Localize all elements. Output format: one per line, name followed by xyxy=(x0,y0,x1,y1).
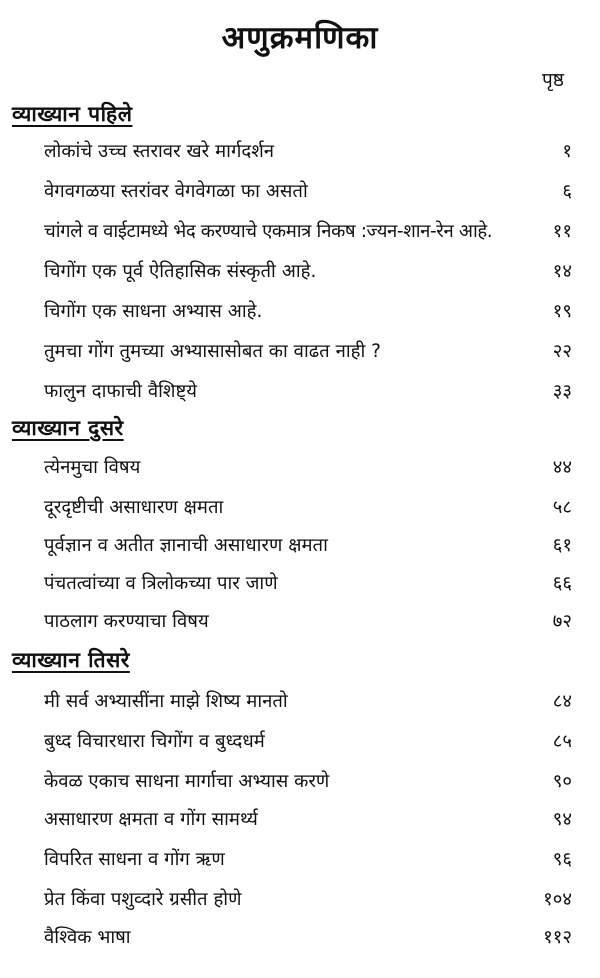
entry-title: फालुन दाफाची वैशिष्ट्ये xyxy=(44,381,198,402)
entry-page-number: ४४ xyxy=(552,457,572,478)
entry-page-number: ९४ xyxy=(552,809,572,830)
entry-page-number: ९० xyxy=(552,771,572,792)
entry-title: असाधारण क्षमता व गोंग सामर्थ्य xyxy=(44,809,258,830)
entry-page-number: १०४ xyxy=(543,889,572,910)
entry-page-number: १४ xyxy=(552,261,572,282)
toc-entry[interactable] xyxy=(44,606,572,638)
entry-title: तुमचा गोंग तुमच्या अभ्यासासोबत का वाढत नाही ? xyxy=(44,341,381,362)
toc-entry[interactable] xyxy=(44,452,572,484)
toc-entry[interactable] xyxy=(44,176,572,208)
toc-entry[interactable] xyxy=(44,530,572,562)
entry-title: केवळ एकाच साधना मार्गाचा अभ्यास करणे xyxy=(44,771,330,792)
toc-entry[interactable] xyxy=(44,726,572,758)
toc-entry[interactable] xyxy=(44,844,572,876)
page-column-label: पृष्ठ xyxy=(542,69,564,91)
entry-title: चिगोंग एक साधना अभ्यास आहे. xyxy=(44,301,263,322)
toc-entry[interactable] xyxy=(44,804,572,836)
section-heading-lecture-1: व्याख्यान पहिले xyxy=(12,102,133,126)
entry-title: लोकांचे उच्च स्तरावर खरे मार्गदर्शन xyxy=(44,141,275,162)
section-heading-lecture-2: व्याख्यान दुसरे xyxy=(12,416,124,440)
entry-title: दूरदृष्टीची असाधारण क्षमता xyxy=(44,497,224,518)
entry-title: चिगोंग एक पूर्व ऐतिहासिक संस्कृती आहे. xyxy=(44,261,317,282)
entry-page-number: ८४ xyxy=(552,691,572,712)
entry-title: बुध्द विचारधारा चिगोंग व बुध्दधर्म xyxy=(44,731,265,752)
entry-page-number: १ xyxy=(562,141,572,162)
entry-title: वेगवगळया स्तरांवर वेगवेगळा फा असतो xyxy=(44,181,308,202)
toc-entry[interactable] xyxy=(44,766,572,798)
section-heading-lecture-3: व्याख्यान तिसरे xyxy=(12,648,130,672)
entry-title: चांगले व वाईटामध्ये भेद करण्याचे एकमात्र निकष :ज्यन-शान-रेन आहे. xyxy=(44,221,493,242)
entry-title: पंचतत्वांच्या व त्रिलोकच्या पार जाणे xyxy=(44,573,278,594)
toc-entry[interactable] xyxy=(44,296,572,328)
entry-title: प्रेत किंवा पशुव्दारे ग्रसीत होणे xyxy=(44,889,242,910)
entry-title: पाठलाग करण्याचा विषय xyxy=(44,611,209,632)
entry-page-number: ११ xyxy=(552,221,572,242)
toc-entry[interactable] xyxy=(44,884,572,916)
toc-entry[interactable] xyxy=(44,336,572,368)
entry-page-number: ९६ xyxy=(552,849,572,870)
entry-page-number: ११२ xyxy=(543,927,572,948)
entry-title: विपरित साधना व गोंग ऋण xyxy=(44,849,225,870)
toc-entry[interactable] xyxy=(44,216,572,248)
toc-entry[interactable] xyxy=(44,922,572,954)
toc-entry[interactable] xyxy=(44,256,572,288)
entry-title: वैश्विक भाषा xyxy=(44,927,131,948)
entry-page-number: ६१ xyxy=(552,535,572,556)
entry-title: पूर्वज्ञान व अतीत ज्ञानाची असाधारण क्षमता xyxy=(44,535,328,556)
entry-page-number: ६६ xyxy=(552,573,572,594)
toc-entry[interactable] xyxy=(44,136,572,168)
entry-page-number: ३३ xyxy=(552,381,572,402)
page-title: अणुक्रमणिका xyxy=(221,20,379,56)
entry-page-number: ८५ xyxy=(552,731,572,752)
entry-page-number: १९ xyxy=(552,301,572,322)
toc-entry[interactable] xyxy=(44,686,572,718)
toc-entry[interactable] xyxy=(44,376,572,408)
entry-page-number: ७२ xyxy=(552,611,572,632)
toc-entry[interactable] xyxy=(44,568,572,600)
entry-title: त्येनमुचा विषय xyxy=(44,457,141,478)
entry-title: मी सर्व अभ्यासींना माझे शिष्य मानतो xyxy=(44,691,288,712)
entry-page-number: २२ xyxy=(552,341,572,362)
entry-page-number: ६ xyxy=(562,181,572,202)
toc-entry[interactable] xyxy=(44,492,572,524)
entry-page-number: ५८ xyxy=(552,497,572,518)
